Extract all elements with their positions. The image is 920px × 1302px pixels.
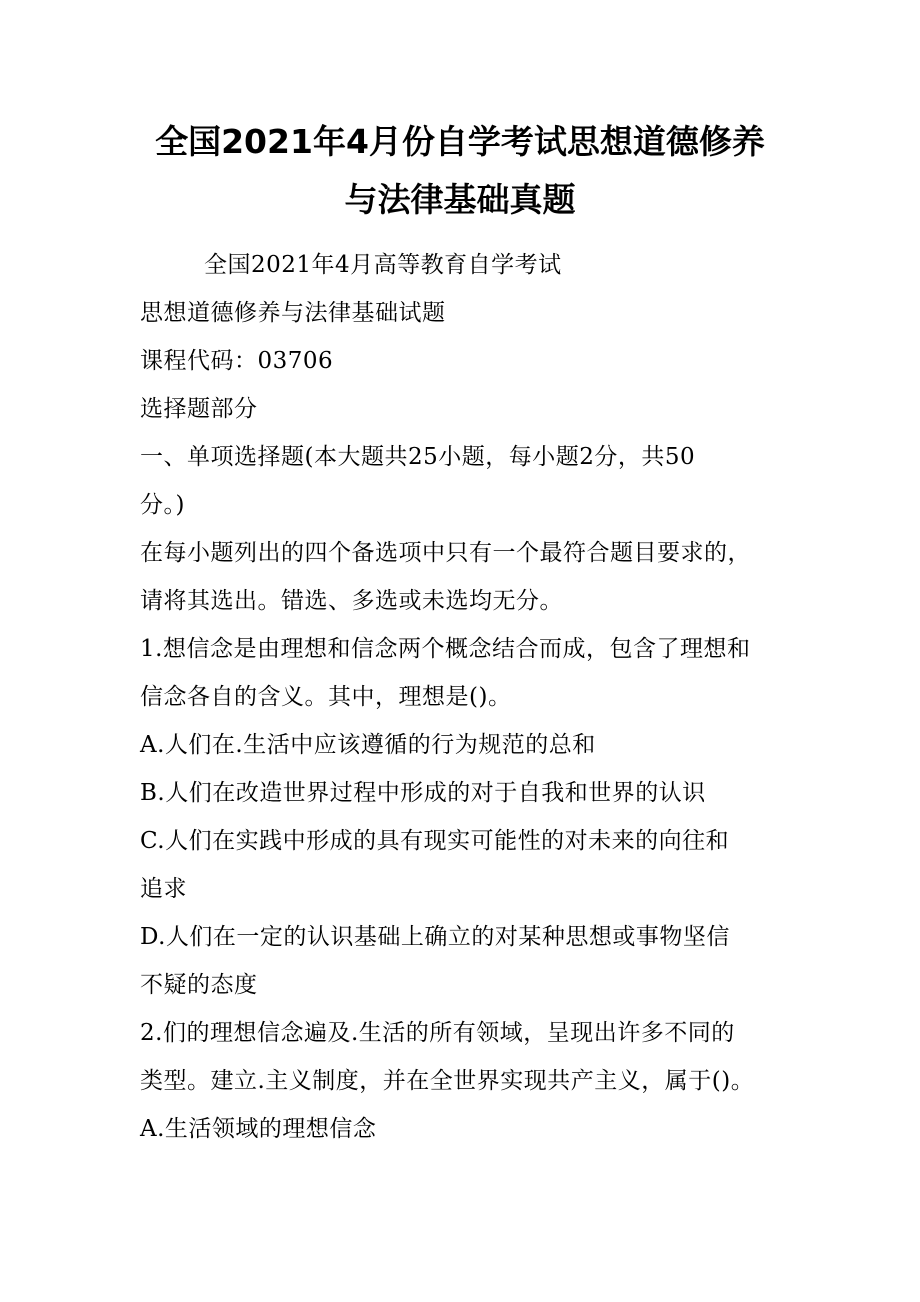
instruction-line: 在每小题列出的四个备选项中只有一个最符合题目要求的， xyxy=(140,540,751,566)
question-line: 类型。建立.主义制度，并在全世界实现共产主义，属于()。 xyxy=(140,1068,755,1094)
exam-subject: 思想道德修养与法律基础试题 xyxy=(140,300,446,326)
option-line: C.人们在实践中形成的具有现实可能性的对未来的向往和 xyxy=(140,828,730,854)
instruction-line: 分。) xyxy=(140,492,185,518)
question-line: 2.们的理想信念遍及.生活的所有领域，呈现出许多不同的 xyxy=(140,1020,735,1046)
section-heading: 选择题部分 xyxy=(140,396,258,422)
option-line: 不疑的态度 xyxy=(140,972,258,998)
document-title-line-1: 全国2021年4月份自学考试思想道德修养 xyxy=(155,122,765,161)
instruction-line: 请将其选出。错选、多选或未选均无分。 xyxy=(140,588,563,614)
option-line: B.人们在改造世界过程中形成的对于自我和世界的认识 xyxy=(140,780,706,806)
exam-header: 全国2021年4月高等教育自学考试 xyxy=(204,252,562,278)
option-line: A.生活领域的理想信念 xyxy=(140,1116,377,1142)
question-line: 1.想信念是由理想和信念两个概念结合而成，包含了理想和 xyxy=(140,636,751,662)
instruction-line: 一、单项选择题(本大题共25小题，每小题2分，共50 xyxy=(140,444,696,470)
option-line: D.人们在一定的认识基础上确立的对某种思想或事物坚信 xyxy=(140,924,730,950)
question-line: 信念各自的含义。其中，理想是()。 xyxy=(140,684,512,710)
document-title-line-2: 与法律基础真题 xyxy=(344,180,576,219)
option-line: A.人们在.生活中应该遵循的行为规范的总和 xyxy=(140,732,596,758)
option-line: 追求 xyxy=(140,876,187,902)
course-code: 课程代码：03706 xyxy=(140,348,334,374)
